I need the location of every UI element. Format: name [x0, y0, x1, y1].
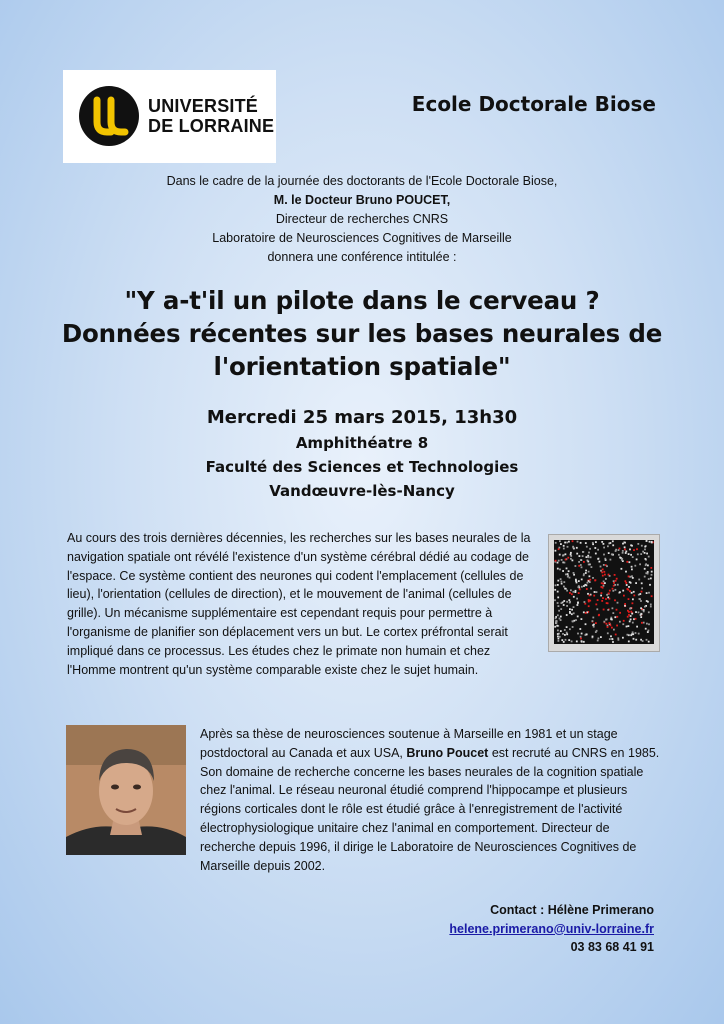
school-name: Ecole Doctorale Biose — [411, 92, 656, 116]
speaker-name: M. le Docteur Bruno POUCET, — [273, 193, 451, 207]
contact-email-link[interactable]: helene.primerano@univ-lorraine.fr — [449, 921, 654, 936]
bio-text-2: est recruté au CNRS en 1985. Son domaine de recherche concerne les bases neurales de la cognition spatiale chez l'animal. Le réseau neuronal étudié comprend l'hippocampe et plusieurs régions corticales dont le rôle est étudié grâce à l'enregistrement de l'activité électrophysiologique unitaire chez l'animal en comportement. Directeur de recherche depuis 1996, il dirige le Laboratoire de Neurosciences Cognitives de Marseille depuis 2002. — [200, 745, 660, 873]
speaker-role: Directeur de recherches CNRS — [275, 212, 449, 226]
event-details — [0, 405, 724, 503]
title-line-3: l'orientation spatiale" — [213, 352, 511, 381]
title-line-1: "Y a-t'il un pilote dans le cerveau ? — [124, 286, 600, 315]
event-room: Amphithéatre 8 — [295, 434, 429, 452]
talk-title — [20, 284, 704, 383]
speaker-lab: Laboratoire de Neurosciences Cognitives de Marseille — [212, 231, 512, 245]
abstract-text: Au cours des trois dernières décennies, les recherches sur les bases neurales de la navigation spatiale ont révélé l'existence d'un système cérébral dédié au codage de l'espace. Ce système contient des neurones qui codent l'emplacement (cellules de lieu), l'orientation (cellules de direction), et le mouvement de l'animal (cellules de grille). Un mécanisme supplémentaire est cependant requis pour permettre à l'organisme de planifier son déplacement vers un but. Le cortex préfrontal serait impliqué dans ce processus. Les études chez le primate non humain et chez l'Homme montrent qu'un système comparable existe chez le sujet humain. — [67, 531, 531, 677]
event-faculty: Faculté des Sciences et Technologies — [205, 458, 519, 476]
contact-label: Contact : Hélène Primerano — [490, 903, 654, 917]
contact-block — [449, 901, 654, 957]
intro-line: Dans le cadre de la journée des doctorants de l'Ecole Doctorale Biose, — [166, 174, 558, 188]
event-date: Mercredi 25 mars 2015, 13h30 — [206, 407, 518, 428]
speaker-bio — [200, 725, 660, 875]
neural-activity-image — [548, 534, 660, 652]
bio-speaker-name: Bruno Poucet — [406, 745, 489, 760]
event-city: Vandœuvre-lès-Nancy — [269, 482, 455, 500]
title-line-2: Données récentes sur les bases neurales de — [61, 319, 663, 348]
logo-text — [148, 96, 274, 136]
activity-map-graphic — [549, 535, 659, 651]
logo-line-2: DE LORRAINE — [148, 116, 275, 136]
university-logo — [63, 70, 276, 163]
contact-phone: 03 83 68 41 91 — [570, 940, 654, 954]
bio-text-1: Après sa thèse de neurosciences soutenue à Marseille en 1981 et un stage postdoctoral au Canada et aux USA, — [200, 727, 618, 760]
speaker-portrait — [66, 725, 186, 855]
intro-block — [0, 172, 724, 267]
ul-logo-icon — [79, 86, 139, 146]
logo-line-1: UNIVERSITÉ — [148, 96, 259, 116]
intro-closing: donnera une conférence intitulée : — [267, 250, 457, 264]
